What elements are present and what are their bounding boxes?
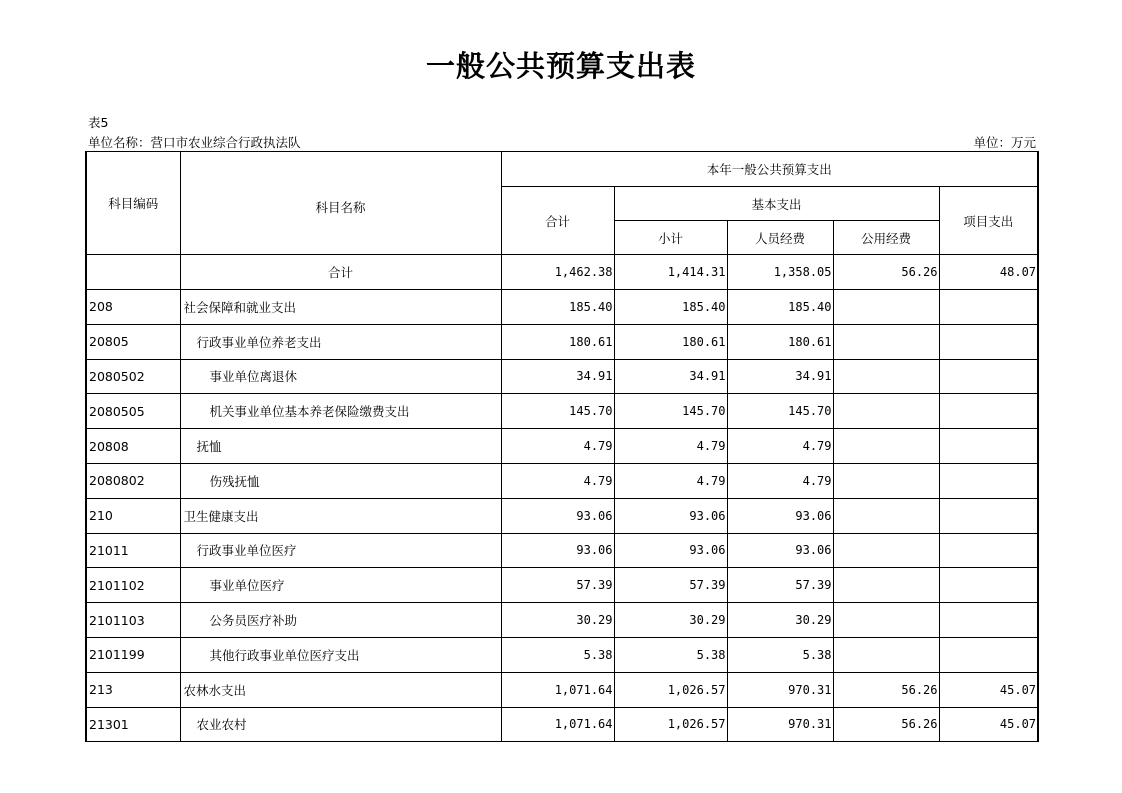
- row-code: 20808: [86, 429, 180, 464]
- row-code: 21301: [86, 707, 180, 742]
- row-project: [939, 533, 1038, 568]
- row-personnel: 4.79: [727, 463, 833, 498]
- table-row: [86, 603, 1038, 638]
- row-personnel: 4.79: [727, 429, 833, 464]
- row-project: [939, 498, 1038, 533]
- row-project: [939, 603, 1038, 638]
- row-project: 45.07: [939, 672, 1038, 707]
- row-project: [939, 463, 1038, 498]
- row-code: 21011: [86, 533, 180, 568]
- row-code: 2080802: [86, 463, 180, 498]
- row-name: 公务员医疗补助: [180, 603, 501, 638]
- total-project: 48.07: [939, 255, 1038, 290]
- row-code: 20805: [86, 324, 180, 359]
- row-total: 93.06: [501, 498, 614, 533]
- row-total: 93.06: [501, 533, 614, 568]
- row-subtotal: 180.61: [614, 324, 727, 359]
- row-code: 2101199: [86, 637, 180, 672]
- row-name: 行政事业单位养老支出: [180, 324, 501, 359]
- table-row: [86, 394, 1038, 429]
- row-public: [833, 324, 939, 359]
- row-project: [939, 429, 1038, 464]
- row-subtotal: 93.06: [614, 533, 727, 568]
- row-name: 事业单位医疗: [180, 568, 501, 603]
- row-name: 卫生健康支出: [180, 498, 501, 533]
- row-personnel: 970.31: [727, 672, 833, 707]
- table-row: [86, 290, 1038, 325]
- table-row: [86, 707, 1038, 742]
- row-code: 213: [86, 672, 180, 707]
- row-name: 事业单位离退休: [180, 359, 501, 394]
- row-project: [939, 637, 1038, 672]
- row-project: [939, 359, 1038, 394]
- unit-name: 单位名称：营口市农业综合行政执法队: [88, 135, 301, 150]
- row-name: 伤残抚恤: [180, 463, 501, 498]
- row-personnel: 145.70: [727, 394, 833, 429]
- row-personnel: 185.40: [727, 290, 833, 325]
- row-public: [833, 359, 939, 394]
- row-total: 1,071.64: [501, 707, 614, 742]
- row-code: 2080505: [86, 394, 180, 429]
- row-total: 30.29: [501, 603, 614, 638]
- table-row: [86, 463, 1038, 498]
- row-total: 5.38: [501, 637, 614, 672]
- row-project: [939, 290, 1038, 325]
- row-name: 机关事业单位基本养老保险缴费支出: [180, 394, 501, 429]
- table-row: [86, 429, 1038, 464]
- table-row: [86, 637, 1038, 672]
- row-total: 185.40: [501, 290, 614, 325]
- row-name: 抚恤: [180, 429, 501, 464]
- table-row: [86, 672, 1038, 707]
- row-personnel: 5.38: [727, 637, 833, 672]
- total-code: [86, 255, 180, 290]
- row-personnel: 180.61: [727, 324, 833, 359]
- table-row: [86, 498, 1038, 533]
- header-public: 公用经费: [833, 221, 939, 255]
- row-public: [833, 533, 939, 568]
- table-number: 表5: [88, 115, 109, 130]
- row-public: [833, 498, 939, 533]
- header-personnel: 人员经费: [727, 221, 833, 255]
- row-code: 210: [86, 498, 180, 533]
- row-subtotal: 185.40: [614, 290, 727, 325]
- row-total: 145.70: [501, 394, 614, 429]
- row-total: 57.39: [501, 568, 614, 603]
- row-personnel: 34.91: [727, 359, 833, 394]
- row-total: 4.79: [501, 463, 614, 498]
- row-personnel: 93.06: [727, 498, 833, 533]
- row-name: 其他行政事业单位医疗支出: [180, 637, 501, 672]
- total-subtotal: 1,414.31: [614, 255, 727, 290]
- row-code: 2101102: [86, 568, 180, 603]
- total-row: [86, 255, 1038, 290]
- row-total: 4.79: [501, 429, 614, 464]
- total-label: 合计: [180, 255, 501, 290]
- row-public: 56.26: [833, 707, 939, 742]
- row-name: 社会保障和就业支出: [180, 290, 501, 325]
- row-subtotal: 145.70: [614, 394, 727, 429]
- row-public: [833, 394, 939, 429]
- table-row: [86, 533, 1038, 568]
- header-name: 科目名称: [180, 152, 501, 255]
- row-total: 1,071.64: [501, 672, 614, 707]
- row-subtotal: 5.38: [614, 637, 727, 672]
- header-basic: 基本支出: [614, 187, 939, 221]
- total-personnel: 1,358.05: [727, 255, 833, 290]
- row-public: 56.26: [833, 672, 939, 707]
- row-subtotal: 57.39: [614, 568, 727, 603]
- row-public: [833, 603, 939, 638]
- row-subtotal: 1,026.57: [614, 672, 727, 707]
- row-project: 45.07: [939, 707, 1038, 742]
- total-total: 1,462.38: [501, 255, 614, 290]
- budget-table: [85, 151, 1039, 742]
- row-total: 180.61: [501, 324, 614, 359]
- row-subtotal: 93.06: [614, 498, 727, 533]
- header-code: 科目编码: [86, 152, 180, 255]
- total-public: 56.26: [833, 255, 939, 290]
- row-project: [939, 394, 1038, 429]
- row-public: [833, 637, 939, 672]
- row-personnel: 30.29: [727, 603, 833, 638]
- row-project: [939, 568, 1038, 603]
- header-group: 本年一般公共预算支出: [501, 152, 1038, 187]
- row-subtotal: 4.79: [614, 429, 727, 464]
- row-public: [833, 463, 939, 498]
- row-code: 2101103: [86, 603, 180, 638]
- row-code: 208: [86, 290, 180, 325]
- row-total: 34.91: [501, 359, 614, 394]
- header-project: 项目支出: [939, 187, 1038, 255]
- row-personnel: 93.06: [727, 533, 833, 568]
- row-name: 农业农村: [180, 707, 501, 742]
- table-row: [86, 359, 1038, 394]
- table-row: [86, 324, 1038, 359]
- row-public: [833, 290, 939, 325]
- currency-unit: 单位：万元: [973, 135, 1036, 150]
- header-subtotal: 小计: [614, 221, 727, 255]
- row-subtotal: 34.91: [614, 359, 727, 394]
- row-public: [833, 568, 939, 603]
- row-subtotal: 30.29: [614, 603, 727, 638]
- row-subtotal: 4.79: [614, 463, 727, 498]
- row-public: [833, 429, 939, 464]
- row-name: 行政事业单位医疗: [180, 533, 501, 568]
- row-subtotal: 1,026.57: [614, 707, 727, 742]
- row-personnel: 970.31: [727, 707, 833, 742]
- row-code: 2080502: [86, 359, 180, 394]
- page-title: 一般公共预算支出表: [425, 49, 696, 83]
- row-name: 农林水支出: [180, 672, 501, 707]
- table-row: [86, 568, 1038, 603]
- row-project: [939, 324, 1038, 359]
- row-personnel: 57.39: [727, 568, 833, 603]
- header-total: 合计: [501, 187, 614, 255]
